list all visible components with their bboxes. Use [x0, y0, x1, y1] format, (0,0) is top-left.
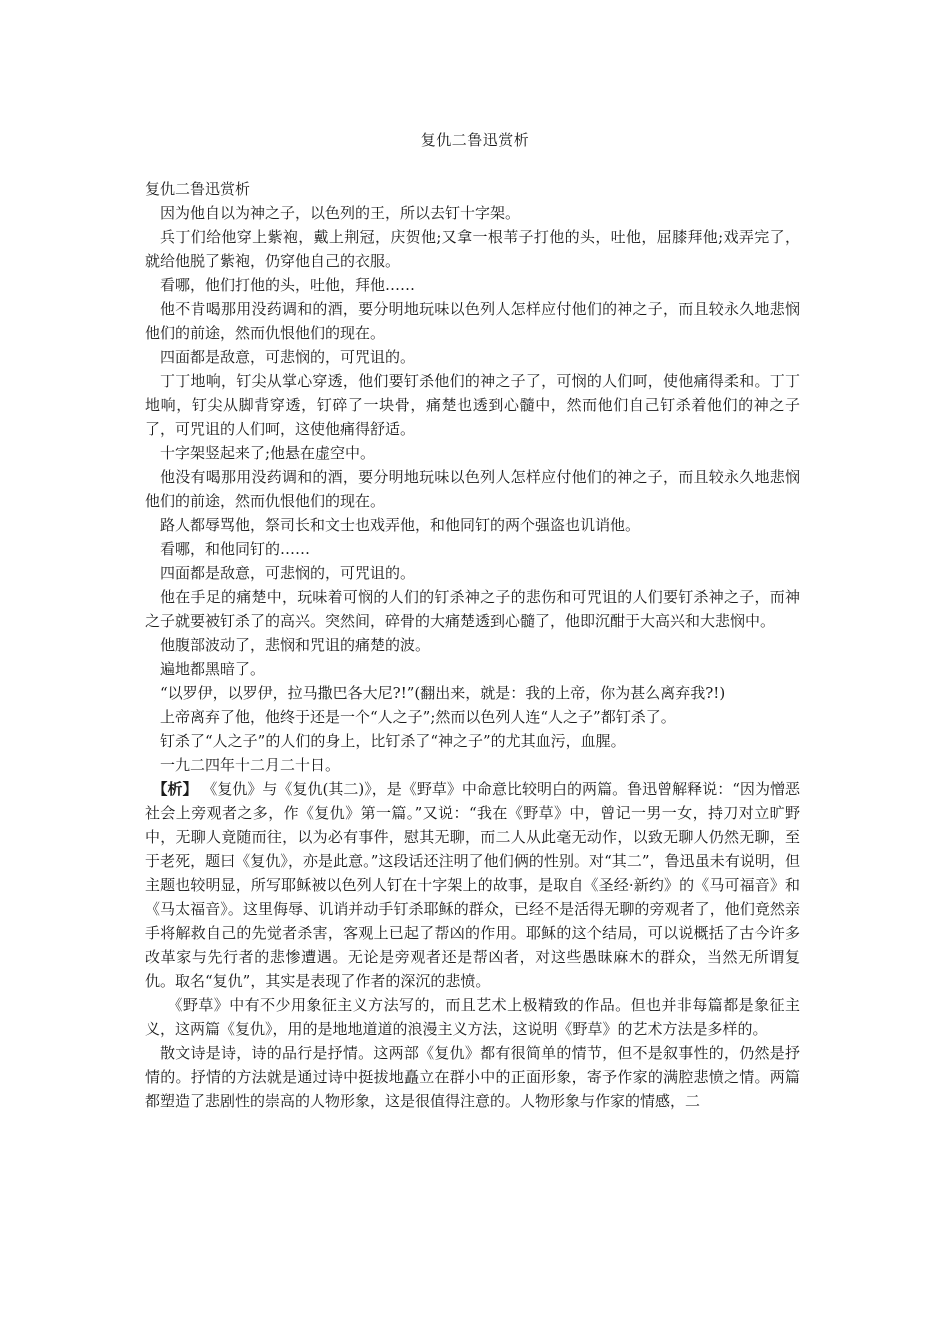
- analysis-text: 《复仇》与《复仇(其二)》，是《野草》中命意比较明白的两篇。鲁迅曾解释说：“因为憎恶社会上旁观者之多，作《复仇》第一篇。”又说：“我在《野草》中，曾记一男一女，持刀对立旷野中，无聊人竟随而往，以为必有事件，慰其无聊，而二人从此毫无动作，以致无聊人仍然无聊，至于老死，题曰《复仇》，亦是此意。”这段话还注明了他们俩的性别。对“其二”，鲁迅虽未有说明，但主题也较明显，所写耶稣被以色列人钉在十字架上的故事，是取自《圣经·新约》的《马可福音》和《马太福音》。这里侮辱、讥诮并动手钉杀耶稣的群众，已经不是活得无聊的旁观者了，他们竟然亲手将解救自己的先觉者杀害，客观上已起了帮凶的作用。耶稣的这个结局，可以说概括了古今许多改革家与先行者的悲惨遭遇。无论是旁观者还是帮凶者，对这些愚昧麻木的群众，当然无所谓复仇。取名“复仇”，其实是表现了作者的深沉的悲愤。: [145, 780, 800, 990]
- paragraph: 他在手足的痛楚中，玩味着可悯的人们的钉杀神之子的悲伤和可咒诅的人们要钉杀神之子，而神之子就要被钉杀了的高兴。突然间，碎骨的大痛楚透到心髓了，他即沉酣于大高兴和大悲悯中。: [145, 588, 800, 630]
- paragraph: 散文诗是诗，诗的品行是抒情。这两部《复仇》都有很简单的情节，但不是叙事性的，仍然是抒情的。抒情的方法就是通过诗中挺拔地矗立在群小中的正面形象，寄予作家的满腔悲愤之情。两篇都塑造了悲剧性的崇高的人物形象，这是很值得注意的。人物形象与作家的情感，二: [145, 1044, 800, 1110]
- paragraph: “以罗伊，以罗伊，拉马撒巴各大尼?!”(翻出来，就是：我的上帝，你为甚么离弃我?!): [160, 684, 726, 702]
- paragraph: 他没有喝那用没药调和的酒，要分明地玩味以色列人怎样应付他们的神之子，而且较永久地悲悯他们的前途，然而仇恨他们的现在。: [145, 468, 800, 510]
- paragraph: 看哪，和他同钉的……: [160, 540, 311, 558]
- document-subtitle: 复仇二鲁迅赏析: [145, 180, 251, 198]
- document-title: 复仇二鲁迅赏析: [420, 131, 530, 149]
- paragraph: 路人都辱骂他，祭司长和文士也戏弄他，和他同钉的两个强盗也讥诮他。: [160, 516, 641, 534]
- paragraph: 《野草》中有不少用象征主义方法写的，而且艺术上极精致的作品。但也并非每篇都是象征主义，这两篇《复仇》，用的是地地道道的浪漫主义方法，这说明《野草》的艺术方法是多样的。: [145, 996, 800, 1038]
- paragraph: 丁丁地响，钉尖从掌心穿透，他们要钉杀他们的神之子了，可悯的人们呵，使他痛得柔和。丁丁地响，钉尖从脚背穿透，钉碎了一块骨，痛楚也透到心髓中，然而他们自己钉杀着他们的神之子了，可咒诅的人们呵，这使他痛得舒适。: [145, 372, 800, 438]
- paragraph: 遍地都黑暗了。: [160, 660, 266, 678]
- paragraph: 钉杀了“人之子”的人们的身上，比钉杀了“神之子”的尤其血污，血腥。: [160, 732, 626, 750]
- paragraph: 他不肯喝那用没药调和的酒，要分明地玩味以色列人怎样应付他们的神之子，而且较永久地悲悯他们的前途，然而仇恨他们的现在。: [145, 300, 800, 342]
- analysis-label: 【析】: [152, 780, 198, 798]
- document-body: [145, 177, 800, 1113]
- paragraph: 上帝离弃了他，他终于还是一个“人之子”;然而以色列人连“人之子”都钉杀了。: [160, 708, 676, 726]
- paragraph: 因为他自以为神之子，以色列的王，所以去钉十字架。: [160, 204, 521, 222]
- paragraph: 十字架竖起来了;他悬在虚空中。: [160, 444, 376, 462]
- paragraph: 四面都是敌意，可悲悯的，可咒诅的。: [160, 564, 416, 582]
- paragraph: 四面都是敌意，可悲悯的，可咒诅的。: [160, 348, 416, 366]
- paragraph-date: 一九二四年十二月二十日。: [160, 756, 341, 774]
- paragraph: 他腹部波动了，悲悯和咒诅的痛楚的波。: [160, 636, 431, 654]
- paragraph: 看哪，他们打他的头，吐他，拜他……: [160, 276, 416, 294]
- analysis-paragraph: [145, 777, 800, 993]
- paragraph: 兵丁们给他穿上紫袍，戴上荆冠，庆贺他;又拿一根苇子打他的头，吐他，屈膝拜他;戏弄完了，就给他脱了紫袍，仍穿他自己的衣服。: [145, 228, 800, 270]
